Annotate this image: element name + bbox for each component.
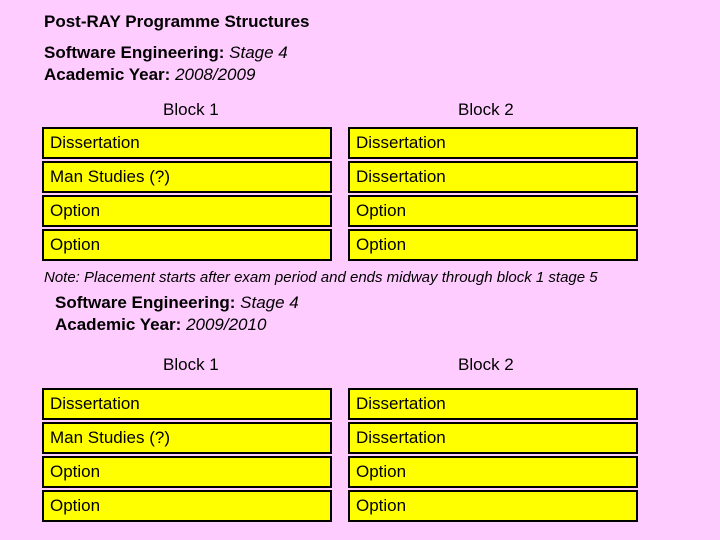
block1-header: Block 1 (163, 355, 219, 374)
table2-row4-block2: Option (348, 490, 638, 522)
year-line-2 (55, 315, 266, 335)
year-label: Academic Year: (55, 315, 182, 334)
table1-row2-block2: Dissertation (348, 161, 638, 193)
table1-row4-block2: Option (348, 229, 638, 261)
table1-row2-block1: Man Studies (?) (42, 161, 332, 193)
year-label: Academic Year: (44, 65, 171, 84)
programme-label: Software Engineering: (44, 43, 225, 62)
table1-row1-block2: Dissertation (348, 127, 638, 159)
table1-row3-block1: Option (42, 195, 332, 227)
programme-value: Stage 4 (240, 293, 299, 312)
placement-note: Note: Placement starts after exam period and ends midway through block 1 stage 5 (44, 269, 598, 286)
table2-row2-block2: Dissertation (348, 422, 638, 454)
programme-line-1 (44, 43, 288, 63)
table2-row2-block1: Man Studies (?) (42, 422, 332, 454)
table2-row1-block1: Dissertation (42, 388, 332, 420)
programme-value: Stage 4 (229, 43, 288, 62)
table1-row3-block2: Option (348, 195, 638, 227)
block2-header: Block 2 (458, 100, 514, 119)
year-line-1 (44, 65, 255, 85)
block1-header: Block 1 (163, 100, 219, 119)
year-value: 2008/2009 (175, 65, 256, 84)
page-title: Post-RAY Programme Structures (44, 12, 310, 31)
programme-label: Software Engineering: (55, 293, 236, 312)
table2-row4-block1: Option (42, 490, 332, 522)
table2-row3-block1: Option (42, 456, 332, 488)
table1-row1-block1: Dissertation (42, 127, 332, 159)
table2-row3-block2: Option (348, 456, 638, 488)
programme-line-2 (55, 293, 299, 313)
block2-header: Block 2 (458, 355, 514, 374)
table2-row1-block2: Dissertation (348, 388, 638, 420)
year-value: 2009/2010 (186, 315, 267, 334)
table1-row4-block1: Option (42, 229, 332, 261)
